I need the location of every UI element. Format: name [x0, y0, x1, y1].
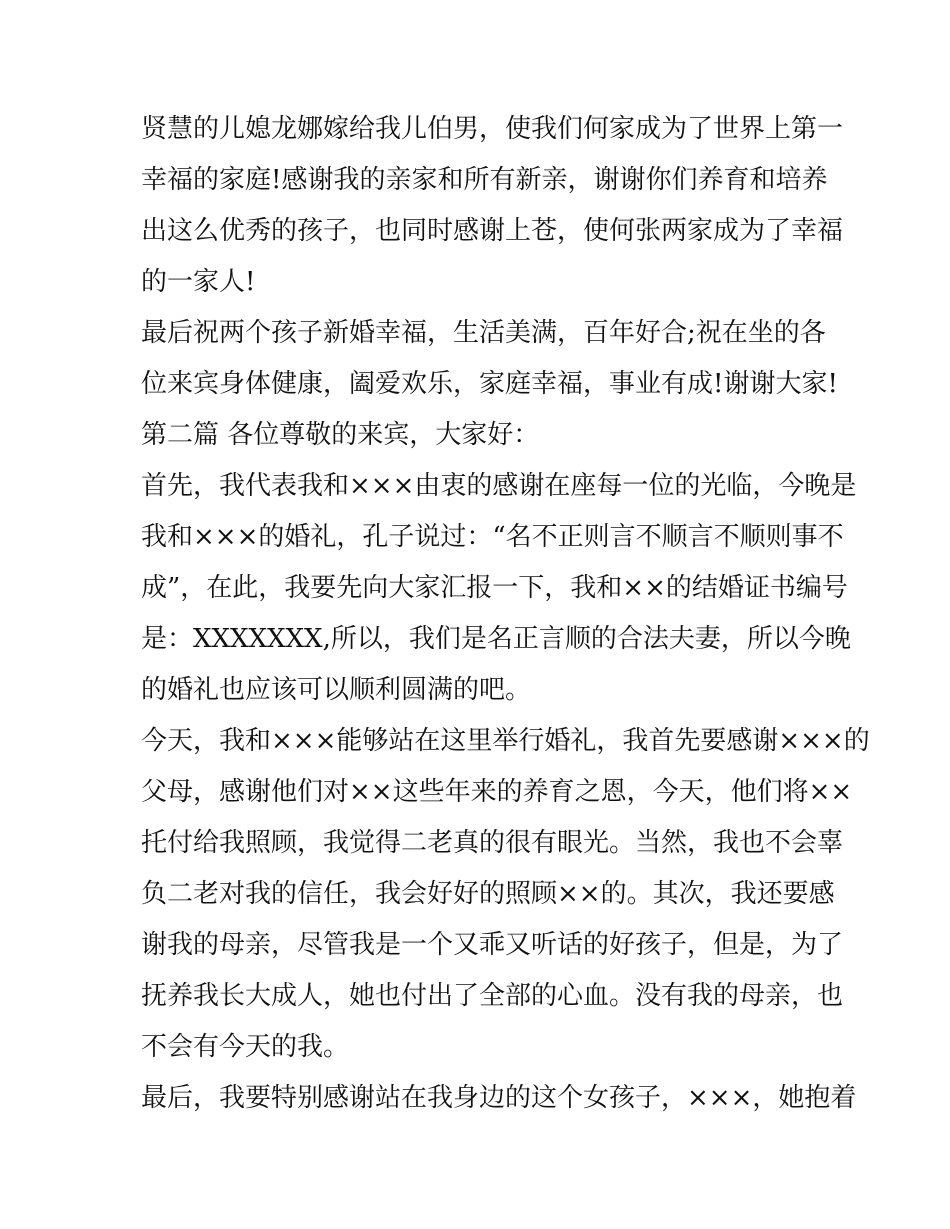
text-line: 出这么优秀的孩子，也同时感谢上苍，使何张两家成为了幸福 [141, 216, 844, 246]
text-line: 我和×××的婚礼，孔子说过：“名不正则言不顺言不顺则事不 [141, 522, 844, 552]
text-line: 的婚礼也应该可以顺利圆满的吧。 [141, 675, 532, 705]
text-line: 今天，我和×××能够站在这里举行婚礼，我首先要感谢×××的 [141, 726, 870, 756]
text-line: 抚养我长大成人，她也付出了全部的心血。没有我的母亲，也 [141, 981, 844, 1011]
body-text [141, 104, 870, 1124]
text-line: 最后，我要特别感谢站在我身边的这个女孩子，×××，她抱着 [141, 1083, 857, 1113]
text-line: 位来宾身体健康，阖爱欢乐，家庭幸福，事业有成!谢谢大家! [141, 369, 838, 399]
text-line: 负二老对我的信任，我会好好的照顾××的。其次，我还要感 [141, 879, 835, 909]
text-line: 最后祝两个孩子新婚幸福，生活美满，百年好合;祝在坐的各 [141, 318, 826, 348]
section-heading: 第二篇 各位尊敬的来宾，大家好： [141, 420, 540, 450]
text-line: 首先，我代表我和×××由衷的感谢在座每一位的光临，今晚是 [141, 471, 857, 501]
text-line: 父母，感谢他们对××这些年来的养育之恩，今天，他们将×× [141, 777, 853, 807]
text-line: 贤慧的儿媳龙娜嫁给我儿伯男，使我们何家成为了世界上第一 [141, 114, 844, 144]
text-line: 成”，在此，我要先向大家汇报一下，我和××的结婚证书编号 [141, 573, 848, 603]
text-line: 幸福的家庭!感谢我的亲家和所有新亲，谢谢你们养育和培养 [141, 165, 828, 195]
text-line: 的一家人! [141, 267, 256, 297]
text-line: 谢我的母亲，尽管我是一个又乖又听话的好孩子，但是，为了 [141, 930, 844, 960]
text-line: 不会有今天的我。 [141, 1032, 350, 1062]
text-line: 托付给我照顾，我觉得二老真的很有眼光。当然，我也不会辜 [141, 828, 844, 858]
text-line: 是：XXXXXXX,所以，我们是名正言顺的合法夫妻，所以今晚 [141, 624, 851, 654]
